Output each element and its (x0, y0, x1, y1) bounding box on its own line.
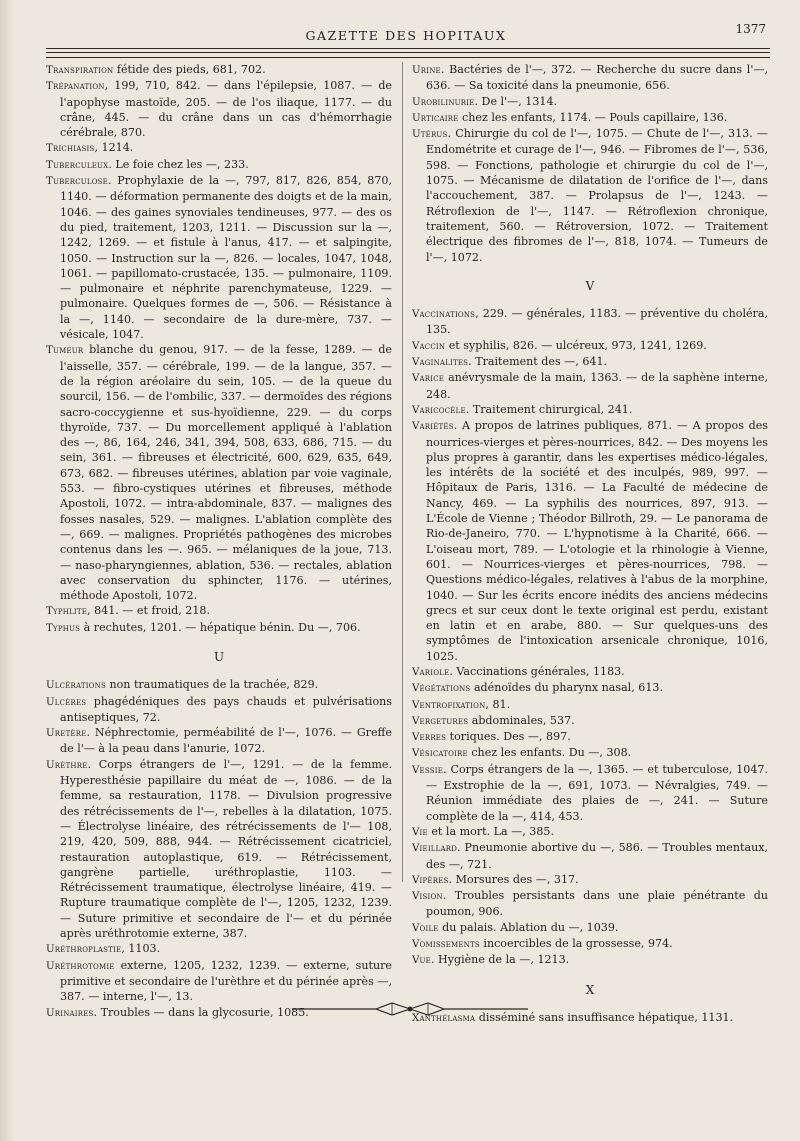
entry-text: , 199, 710, 842. — dans l'épilepsie, 1087. — de l'apophyse mastoïde, 205. — de l'os iliaque, 1177. — du crâne, 445. — du crâne dans un cas d'hémorrhagie cérébrale, 870. (60, 79, 392, 140)
entry-heading: Tumeur (46, 345, 84, 357)
entry-heading: Transpiration (46, 65, 114, 76)
index-entry (412, 418, 768, 664)
index-entry (46, 157, 392, 173)
entry-text: . Le foie chez les —, 233. (108, 157, 249, 171)
header-rule-thin (46, 52, 770, 53)
index-entry (46, 140, 392, 156)
entry-text: phagédéniques des pays chauds et pulvérisations antiseptiques, 72. (60, 694, 392, 724)
entry-text: . Corps étrangers de la —, 1365. — et tuberculose, 1047. — Exstrophie de la —, 691, 1073. — Névralgies, 749. — Réunion immédiate des plaies de —, 241. — Suture complète de la —, 414, 453. (426, 762, 768, 823)
entry-text: . Bactéries de l'—, 372. — Recherche du sucre dans l'—, 636. — Sa toxicité dans la pneumonie, 656. (426, 63, 768, 93)
index-entry (46, 78, 392, 140)
index-entry (412, 370, 768, 402)
entry-text: et la mort. La —, 385. (427, 824, 554, 838)
entry-heading: Urticaire (412, 112, 459, 124)
index-entry (412, 62, 768, 94)
entry-text: . Troubles — dans la glycosurie, 1085. (93, 1005, 309, 1019)
entry-heading: Vessie (412, 764, 444, 776)
index-entry (412, 729, 768, 745)
entry-heading: Vaccin (412, 340, 446, 352)
entry-heading: Vieillard (412, 843, 458, 855)
entry-heading: Végétations (412, 683, 471, 695)
index-entry (412, 306, 768, 338)
index-entry (412, 680, 768, 696)
entry-text: externe, 1205, 1232, 1239. — externe, suture primitive et secondaire de l'urèthre et du périnée après —, 387. — interne, l'—, 13. (60, 958, 392, 1004)
index-entry (412, 872, 768, 888)
index-entry (412, 888, 768, 920)
entry-text: abdominales, 537. (468, 713, 575, 727)
entry-heading: Verres (412, 732, 447, 744)
entry-heading: Variétés (412, 421, 454, 433)
index-entry (46, 958, 392, 1005)
entry-heading: Vision (412, 891, 443, 903)
entry-heading: Voile (412, 922, 439, 934)
entry-heading: Ventrofixation (412, 699, 486, 711)
entry-text: , 1103. (121, 942, 161, 956)
entry-heading: Vipères (412, 874, 449, 886)
entry-text: non traumatiques de la trachée, 829. (105, 678, 319, 692)
entry-text: , 229. — générales, 1183. — préventive du choléra, 135. (426, 307, 768, 337)
column-divider (402, 62, 403, 882)
index-entry (412, 354, 768, 370)
entry-text: , 1214. (94, 141, 134, 155)
index-entry (412, 936, 768, 952)
index-entry (46, 603, 392, 619)
entry-heading: Vésicatoire (412, 748, 468, 760)
entry-text: , 841. — et froid, 218. (87, 604, 210, 618)
index-entry (46, 62, 392, 78)
index-entry (46, 694, 392, 726)
entry-heading: Tuberculose (46, 176, 108, 188)
entry-text: . Chirurgie du col de l'—, 1075. — Chute de l'—, 313. — Endométrite et curage de l'—, 946. — Fibromes de l'—, 536, 598. — Fonctions, pathologie et chirurgie du col de l'—, 1075. — Mécanisme de dilatation de l'orifice de l'—, dans l'accouchement, 387. — Prolapsus de l'—, 1243. — Rétroflexion de l'—, 1147. — Rétroflexion chronique, traitement, 560. — Rétroversion, 1072. — Traitement électrique des fibromes de l'—, 818, 1074. — Tumeurs de l'—, 1072. (426, 127, 768, 264)
index-entry (46, 342, 392, 603)
entry-heading: Urobilinurie (412, 96, 475, 108)
index-entry (46, 757, 392, 942)
page-edge-shadow (0, 0, 14, 1141)
index-entry (412, 920, 768, 936)
entry-heading: Uretère (46, 728, 87, 740)
entry-text: fétide des pieds, 681, 702. (113, 63, 266, 76)
section-letter: V (585, 278, 595, 293)
entry-heading: Xanthélasma (412, 1012, 476, 1024)
index-entry (412, 402, 768, 418)
entry-heading: Typhlite (46, 606, 88, 618)
end-ornament (292, 1000, 528, 1018)
right-index-column (412, 62, 768, 1026)
entry-heading: Varice (412, 373, 445, 385)
index-entry (412, 762, 768, 824)
index-entry (412, 110, 768, 126)
journal-title: GAZETTE DES HOPITAUX (305, 28, 507, 43)
index-entry (412, 94, 768, 110)
header-rule-hairline (46, 57, 770, 58)
entry-heading: Ulcérations (46, 680, 106, 692)
section-letter: U (213, 649, 225, 664)
entry-text: toriques. Des —, 897. (446, 730, 571, 744)
entry-text: du palais. Ablation du —, 1039. (438, 920, 619, 934)
entry-heading: Uréthrotomie (46, 960, 115, 972)
entry-text: . Vaccinations générales, 1183. (449, 664, 625, 678)
entry-text: . Hygiène de la —, 1213. (430, 953, 570, 967)
index-entry (412, 824, 768, 840)
entry-heading: Vie (412, 826, 428, 838)
entry-text: et syphilis, 826. — ulcéreux, 973, 1241, 1269. (445, 338, 707, 352)
entry-heading: Uréthroplastie (46, 944, 122, 956)
entry-text: à rechutes, 1201. — hépatique bénin. Du —, 706. (80, 620, 361, 634)
index-entry (46, 620, 392, 636)
section-letter: X (585, 982, 595, 997)
index-entry (46, 677, 392, 693)
left-index-column (46, 62, 392, 1021)
entry-heading: Trépanation (46, 81, 105, 93)
entry-heading: Trichiasis (46, 143, 95, 155)
entry-heading: Urinaires (46, 1007, 94, 1019)
entry-text: disséminé sans insuffisance hépatique, 1131. (475, 1010, 734, 1024)
page-number: 1377 (735, 22, 766, 36)
entry-text: . Traitement des —, 641. (468, 355, 608, 369)
entry-text: . Morsures des —, 317. (448, 872, 579, 886)
index-entry (412, 338, 768, 354)
index-entry (412, 126, 768, 265)
entry-heading: Varicocèle (412, 404, 466, 416)
entry-heading: Vaccinations (412, 309, 476, 321)
entry-text: adénoïdes du pharynx nasal, 613. (470, 681, 663, 695)
index-entry (412, 840, 768, 872)
entry-text: . Prophylaxie de la —, 797, 817, 826, 854, 870, 1140. — déformation permanente des doigts et de la main, 1046. — des gaines synoviales tendineuses, 977. — des os du pied, traitement, 1203, 1211. — Discussion sur la —, 1242, 1269. — et fistule à l'anus, 417. — et salpingite, 1050. — Instruction sur la —, 826. — locales, 1047, 1048, 1061. — papillomato-crustacée, 135. — pulmonaire, 1109. — pulmonaire et néphrite parenchymateuse, 1229. — pulmonaire. Quelques formes de —, 506. — Résistance à la —, 1140. — secondaire de la dure-mère, 737. — vésicale, 1047. (60, 174, 392, 342)
entry-text: . Pneumonie abortive du —, 586. — Troubles mentaux, des —, 721. (426, 841, 768, 871)
index-entry (412, 664, 768, 680)
entry-text: . A propos de latrines publiques, 871. — A propos des nourrices-vierges et pères-nourrices, 842. — Des moyens les plus propres à garantir, dans les expertises médico-légales, les intérêts de la société et des inculpés, 989, 997. — Hôpitaux de Paris, 1316. — La Faculté de médecine de Nancy, 469. — La syphilis des nourrices, 897, 913. — L'École de Vienne ; Théodor Billroth, 29. — Le panorama de Rio-de-Janeiro, 770. — L'hypnotisme à la Charité, 666. — L'oiseau mort, 789. — L'otologie et la rhinologie à Vienne, 601. — Nourrices-vierges et pères-nourrices, 798. — Questions médico-légales, relatives à l'abus de la morphine, 1040. — Sur les écrits encore inédits des anciens médecins grecs et sur ceux dont le texte original est perdu, existant en latin et en arabe, 880. — Sur quelques-uns des symptômes de l'intoxication arsenicale chronique, 1016, 1025. (426, 419, 768, 663)
entry-heading: Ulcères (46, 696, 87, 708)
entry-text: . De l'—, 1314. (474, 94, 558, 108)
index-entry (46, 941, 392, 957)
entry-text: chez les enfants, 1174. — Pouls capillaire, 136. (458, 110, 728, 124)
entry-text: . Traitement chirurgical, 241. (465, 402, 633, 416)
index-entry (412, 745, 768, 761)
entry-heading: Variole (412, 666, 450, 678)
entry-heading: Typhus (46, 622, 81, 634)
entry-text: anévrysmale de la main, 1363. — de la saphène interne, 248. (426, 371, 768, 401)
index-entry (412, 952, 768, 968)
entry-text: . Néphrectomie, perméabilité de l'—, 1076. — Greffe de l'— à la peau dans l'anurie, 1072. (60, 726, 392, 756)
entry-text: incoercibles de la grossesse, 974. (479, 937, 673, 951)
index-entry (412, 697, 768, 713)
entry-heading: Urine (412, 65, 441, 76)
index-entry (412, 713, 768, 729)
header-rule-thick (46, 48, 770, 49)
entry-heading: Vomissements (412, 939, 480, 951)
entry-text: , 81. (485, 697, 511, 711)
entry-text: . Corps étrangers de l'—, 1291. — de la femme. Hyperesthésie papillaire du méat de —, 1086. — de la femme, sa restauration, 1178. — Divulsion progressive des rétrécissements de l'—, rebelles à la dilatation, 1075. — Électrolyse linéaire, des rétrécissements de l'— 108, 219, 420, 509, 888, 944. — Rétrécissement cicatriciel, restauration autoplastique, 619. — Rétrécissement, gangrène partielle, uréthroplastie, 1103. — Rétrécissement traumatique, électrolyse linéaire, 419. — Rupture traumatique complète de l'—, 1205, 1232, 1239. — Suture primitive et secondaire de l'— et du périnée après uréthrotomie externe, 387. (60, 757, 392, 941)
entry-heading: Utérus (412, 129, 448, 141)
entry-heading: Urèthre (46, 759, 88, 771)
entry-heading: Tuberculeux (46, 159, 109, 171)
entry-text: . Troubles persistants dans une plaie pénétrante du poumon, 906. (426, 889, 768, 919)
entry-heading: Vergetures (412, 715, 469, 727)
entry-text: blanche du genou, 917. — de la fesse, 1289. — de l'aisselle, 357. — cérébrale, 199. — de la langue, 357. — de la région aréolaire du sein, 105. — de la queue du sourcil, 156. — de l'ombilic, 337. — dermoïdes des régions sacro-coccygienne et sus-hyoïdienne, 229. — du corps thyroïde, 737. — Du morcellement appliqué à l'ablation des —, 86, 164, 246, 341, 394, 508, 633, 686, 715. — du sein, 361. — fibreuses et électricité, 600, 629, 635, 649, 673, 682. — fibreuses utérines, ablation par voie vaginale, 553. — fibro-cystiques utérines et fibreuses, méthode Apostoli, 1072. — intra-abdominale, 837. — malignes des fosses nasales, 529. — malignes. L'ablation complète des —, 669. — malignes. Propriétés pathogènes des microbes contenus dans les —. 965. — mélaniques de la joue, 713. — naso-pharyngiennes, ablation, 536. — rectales, ablation avec conservation du sphincter, 1176. — utérines, méthode Apostoli, 1072. (60, 343, 392, 603)
running-header (46, 22, 766, 44)
entry-heading: Vue (412, 955, 431, 967)
entry-text: chez les enfants. Du —, 308. (467, 746, 632, 760)
index-entry (46, 173, 392, 342)
index-entry (46, 725, 392, 757)
entry-heading: Vaginalites (412, 357, 469, 369)
